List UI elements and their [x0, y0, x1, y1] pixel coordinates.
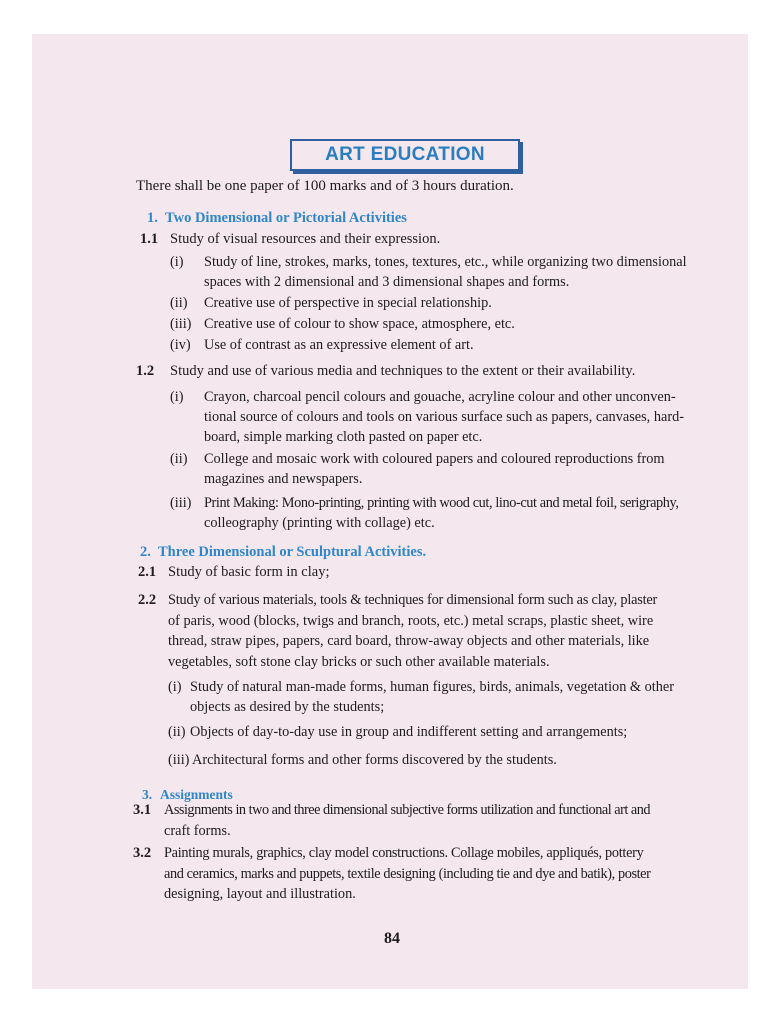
item-text [204, 252, 687, 292]
subsection-3-1-text [164, 800, 719, 841]
paragraph-line: of paris, wood (blocks, twigs and branch, roots, etc.) metal scraps, plastic sheet, wire [168, 612, 654, 629]
section-2-heading [140, 544, 426, 561]
item-line: colleography (printing with collage) etc. [204, 515, 435, 531]
item-number: (iii) [170, 316, 192, 332]
paragraph-line: and ceramics, marks and puppets, textile designing (including tie and dye and batik), poster [164, 865, 651, 882]
item-line: College and mosaic work with coloured papers and coloured reproductions from [204, 451, 665, 467]
page-number: 84 [384, 930, 400, 947]
subsection-text: Study and use of various media and techniques to the extent or their availability. [170, 363, 636, 379]
item-number: (i) [170, 254, 184, 270]
item-text [204, 449, 665, 489]
item-line: spaces with 2 dimensional and 3 dimensional shapes and forms. [204, 274, 570, 290]
subsection-2-2-text [168, 590, 718, 672]
item-number: (iii) [170, 495, 192, 511]
item-line: objects as desired by the students; [190, 699, 385, 715]
section-number: 3. [142, 787, 153, 802]
item-text [204, 387, 684, 447]
paragraph-line: craft forms. [164, 822, 231, 839]
item-line: Study of line, strokes, marks, tones, textures, etc., while organizing two dimensional [204, 254, 687, 270]
item-number: (i) [170, 389, 184, 405]
subsection-text: Study of visual resources and their expression. [170, 231, 441, 247]
paragraph-line: thread, straw pipes, papers, card board, throw-away objects and other materials, like [168, 633, 650, 649]
paragraph-line: designing, layout and illustration. [164, 886, 356, 902]
paragraph-line: vegetables, soft stone clay bricks or such other available materials. [168, 653, 550, 670]
item-line: magazines and newspapers. [204, 471, 363, 487]
subsection-number: 3.1 [133, 802, 152, 818]
item-text: Creative use of colour to show space, atmosphere, etc. [204, 316, 515, 332]
section-title: Three Dimensional or Sculptural Activities. [158, 544, 427, 560]
item-text [190, 677, 674, 717]
item-line: Print Making: Mono-printing, printing with wood cut, lino-cut and metal foil, serigraphy, [204, 495, 679, 511]
subsection-3-2-text [164, 843, 719, 905]
item-number: (ii) [170, 295, 188, 311]
subsection-number: 2.1 [138, 564, 157, 580]
subsection-number: 1.2 [136, 363, 155, 379]
subsection-number: 3.2 [133, 845, 152, 861]
page-title: ART EDUCATION [290, 139, 520, 171]
section-1-heading [147, 210, 407, 227]
item-number: (ii) [170, 451, 188, 467]
paragraph-line: Study of various materials, tools & techniques for dimensional form such as clay, plaster [168, 592, 658, 608]
item-line: Crayon, charcoal pencil colours and gouache, acryline colour and other unconven- [204, 389, 676, 405]
paragraph-line: Assignments in two and three dimensional subjective forms utilization and functional art and [164, 802, 651, 818]
item-text: Architectural forms and other forms discovered by the students. [192, 752, 557, 768]
item-number: (iv) [170, 337, 191, 353]
section-title: Two Dimensional or Pictorial Activities [165, 210, 407, 226]
item-line: tional source of colours and tools on various surface such as papers, canvases, hard- [204, 409, 684, 425]
item-number: (ii) [168, 724, 186, 740]
section-number: 1. [147, 210, 158, 226]
item-number: (iii) [168, 752, 190, 768]
item-text: Creative use of perspective in special relationship. [204, 295, 492, 311]
item-line: board, simple marking cloth pasted on paper etc. [204, 429, 483, 445]
section-number: 2. [140, 544, 151, 560]
item-text [204, 493, 679, 533]
section-title: Assignments [160, 787, 233, 802]
intro-text: There shall be one paper of 100 marks and of 3 hours duration. [136, 178, 514, 194]
item-text: Use of contrast as an expressive element of art. [204, 337, 474, 353]
item-number: (i) [168, 679, 182, 695]
item-line: Study of natural man-made forms, human figures, birds, animals, vegetation & other [190, 679, 674, 695]
subsection-number: 2.2 [138, 592, 157, 608]
item-text: Objects of day-to-day use in group and indifferent setting and arrangements; [190, 724, 628, 740]
subsection-number: 1.1 [140, 231, 159, 247]
paragraph-line: Painting murals, graphics, clay model constructions. Collage mobiles, appliqués, pottery [164, 845, 644, 861]
subsection-text: Study of basic form in clay; [168, 564, 330, 580]
